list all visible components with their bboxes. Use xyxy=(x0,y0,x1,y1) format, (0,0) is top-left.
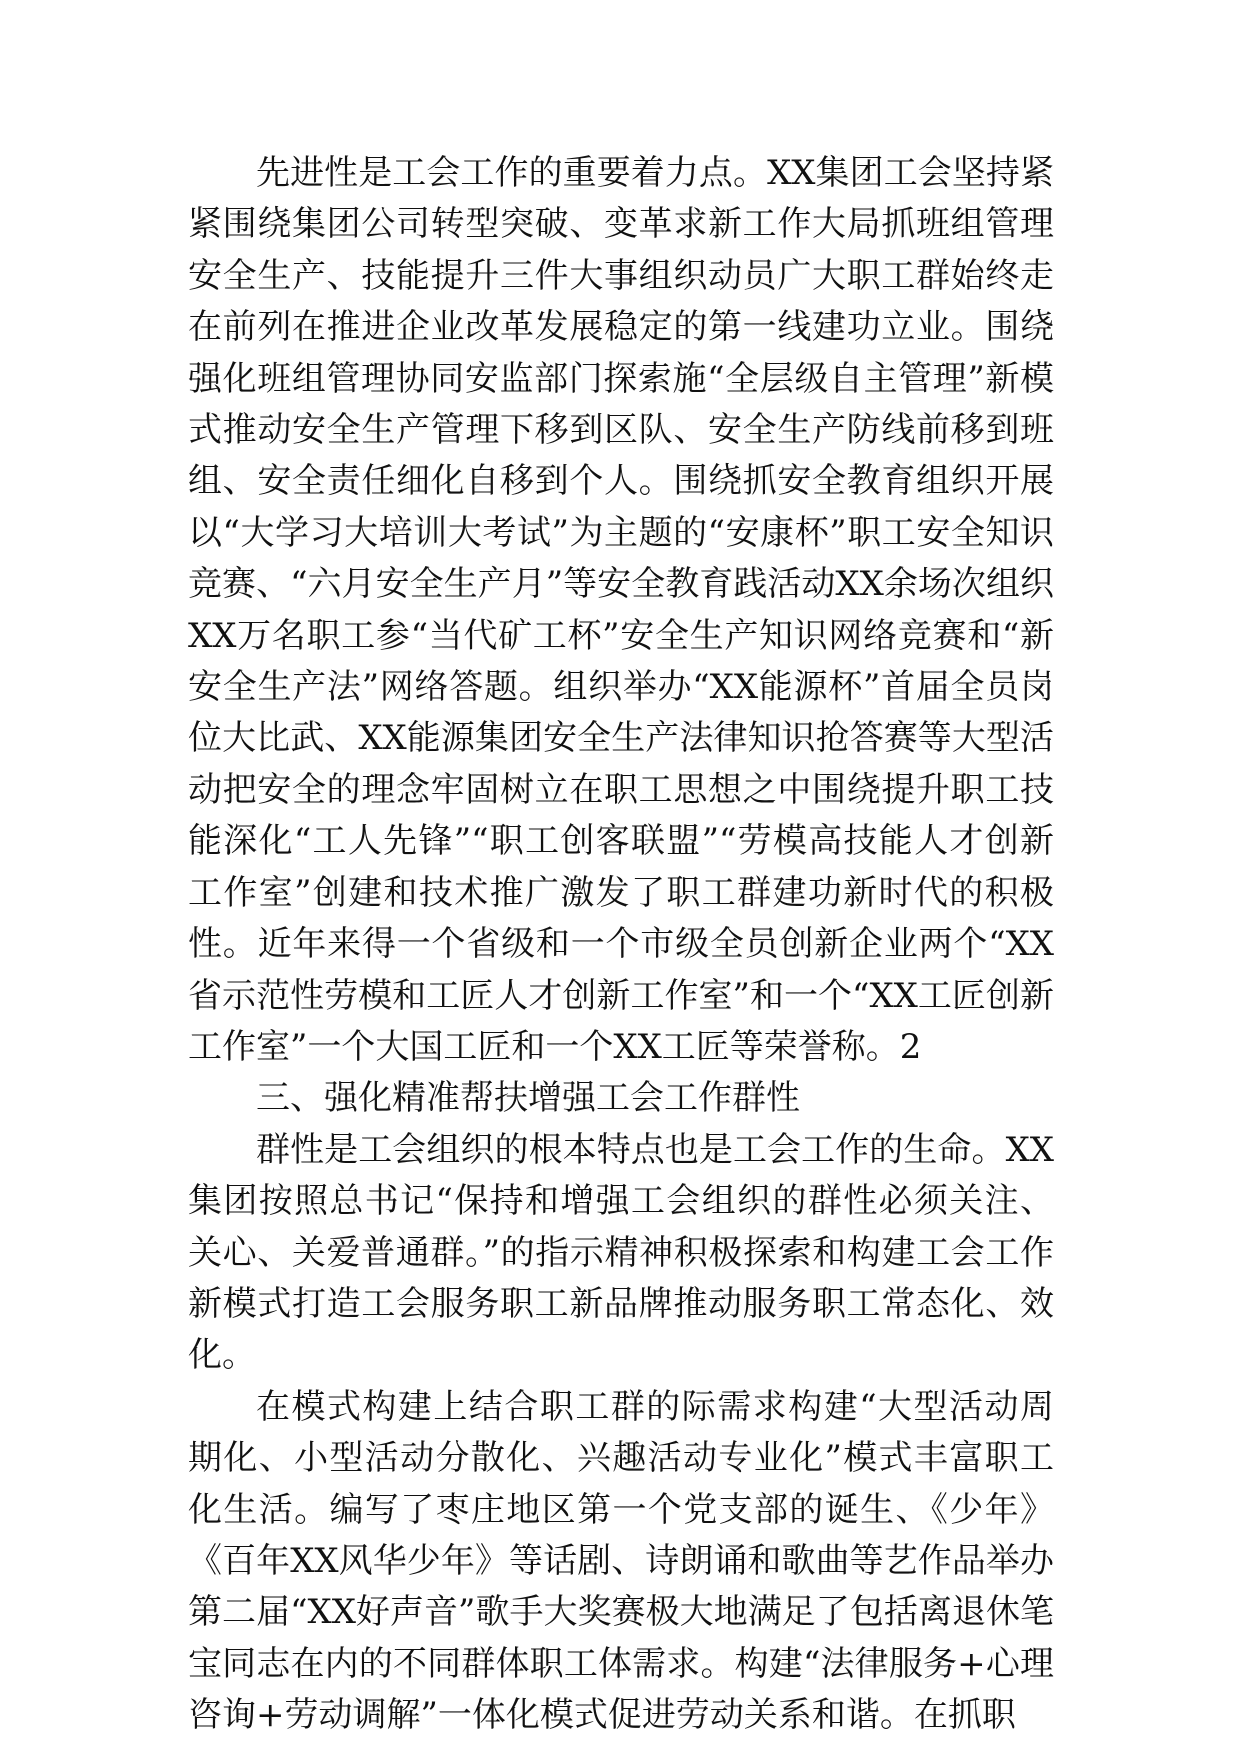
section-heading-3: 三、强化精准帮扶增强工会工作群性 xyxy=(256,1078,800,1119)
paragraph-mass-nature: 群性是工会组织的根本特点也是工会工作的生命。XX集团按照总书记“保持和增强工会组织的群性必须关注、关心、关爱普通群。”的指示精神积极探索和构建工会工作新模式打造工会服务职工新品牌推动服务职工常态化、效化。 xyxy=(188,1129,1054,1376)
paragraph-advanced-nature: 先进性是工会工作的重要着力点。XX集团工会坚持紧紧围绕集团公司转型突破、变革求新工作大局抓班组管理安全生产、技能提升三件大事组织动员广大职工群始终走在前列在推进企业改革发展稳定的第一线建功立业。围绕强化班组管理协同安监部门探索施“全层级自主管理”新模式推动安全生产管理下移到区队、安全生产防线前移到班组、安全责任细化自移到个人。围绕抓安全教育组织开展以“大学习大培训大考试”为主题的“安康杯”职工安全知识竞赛、“六月安全生产月”等安全教育践活动XX余场次组织XX万名职工参“当代矿工杯”安全生产知识网络竞赛和“新安全生产法”网络答题。组织举办“XX能源杯”首届全员岗位大比武、XX能源集团安全生产法律知识抢答赛等大型活动把安全的理念牢固树立在职工思想之中围绕提升职工技能深化“工人先锋”“职工创客联盟”“劳模高技能人才创新工作室”创建和技术推广激发了职工群建功新时代的积极性。近年来得一个省级和一个市级全员创新企业两个“XX省示范性劳模和工匠人才创新工作室”和一个“XX工匠创新工作室”一个大国工匠和一个XX工匠等荣誉称。2 xyxy=(188,153,1054,1067)
paragraph-mode-construction: 在模式构建上结合职工群的际需求构建“大型活动周期化、小型活动分散化、兴趣活动专业化”模式丰富职工化生活。编写了枣庄地区第一个党支部的诞生、《少年》《百年XX风华少年》等话剧、诗朗诵和歌曲等艺作品举办第二届“XX好声音”歌手大奖赛极大地满足了包括离退休笔宝同志在内的不同群体职工体需求。构建“法律服务+心理咨询+劳动调解”一体化模式促进劳动关系和谐。在抓职 xyxy=(188,1386,1054,1736)
document-body xyxy=(188,148,1054,1742)
